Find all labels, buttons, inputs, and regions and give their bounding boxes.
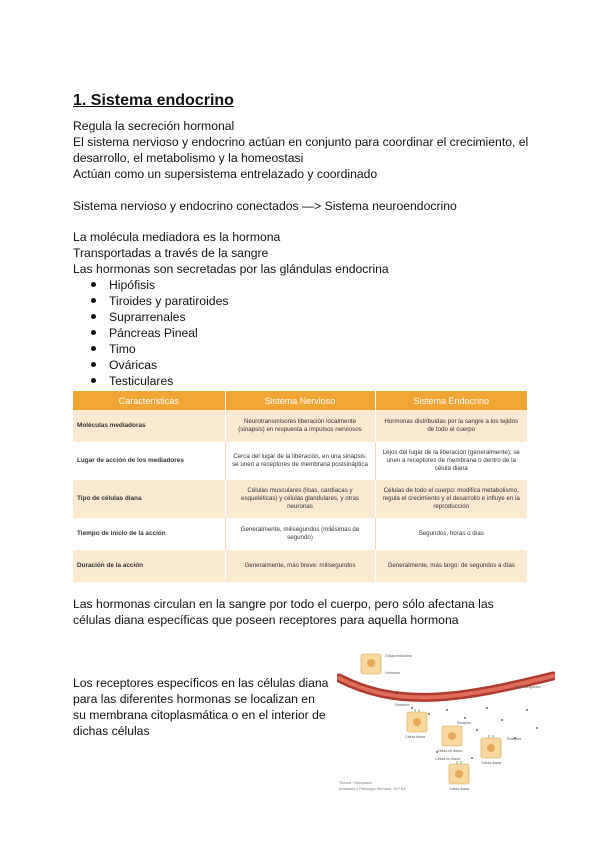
diagram-label: Receptor xyxy=(395,703,410,707)
fact-line-1: La molécula mediadora es la hormona xyxy=(73,230,281,244)
table-row xyxy=(73,410,527,442)
list-item: Páncreas Pineal xyxy=(73,325,228,341)
table-row xyxy=(73,480,527,518)
diagram-label: Célula endocrina xyxy=(385,654,412,658)
bullet-icon xyxy=(91,378,96,383)
table-cell: Cerca del lugar de la liberación, en una sinapsis; se unen a receptores de membrana postsináptica xyxy=(225,442,375,480)
table-row xyxy=(73,518,527,550)
comparison-table xyxy=(73,391,527,582)
diagram-label: Célula diana xyxy=(449,787,469,791)
diagram-label: Célula diana xyxy=(405,735,425,739)
row-label: Tiempo de inicio de la acción xyxy=(73,518,225,550)
diagram-label: Receptor xyxy=(457,721,472,725)
row-label: Duración de la acción xyxy=(73,550,225,582)
table-header-row xyxy=(73,391,527,410)
endocrine-nucleus xyxy=(367,659,375,667)
table-cell: Generalmente, más largo: de segundos a días xyxy=(375,550,527,582)
table-cell: Células de todo el cuerpo: modifica metabolismo, regula el crecimiento y el desarrollo e influye en la reproducción xyxy=(375,480,527,518)
intro-line-1: Regula la secreción hormonal xyxy=(73,119,235,133)
column-header: Características xyxy=(73,391,225,410)
intro-line-2: El sistema nervioso y endocrino actúan en conjunto para coordinar el crecimiento, el xyxy=(73,135,529,149)
diagram-label: Hormona xyxy=(385,671,400,675)
connection-line: Sistema nervioso y endocrino conectados —> Sistema neuroendocrino xyxy=(73,199,457,213)
list-item: Ováricas xyxy=(73,357,228,373)
list-item: Timo xyxy=(73,341,228,357)
bullet-icon xyxy=(91,298,96,303)
table-cell: Células musculares (lisas, cardíacas y esqueléticas) y células glandulares, y otras neuronas xyxy=(225,480,375,518)
list-item: Tiroides y paratiroides xyxy=(73,293,228,309)
receptor-line-4: dichas células xyxy=(73,724,150,738)
bullet-icon xyxy=(91,346,96,351)
fact-line-2: Transportadas a través de la sangre xyxy=(73,246,269,260)
hormone-target-cell-figure xyxy=(337,648,555,796)
list-item: Suprarrenales xyxy=(73,309,228,325)
gland-list xyxy=(73,277,228,389)
table-row xyxy=(73,442,527,480)
receptor-icon xyxy=(415,709,419,712)
row-label: Moléculas mediadoras xyxy=(73,410,225,442)
table-row xyxy=(73,550,527,582)
diagram-label: Célula diana xyxy=(481,761,501,765)
diagram-label: Receptor xyxy=(507,737,522,741)
list-item: Testiculares xyxy=(73,373,228,389)
receptor-line-2: para las diferentes hormonas se localizan en xyxy=(73,692,315,706)
bullet-icon xyxy=(91,362,96,367)
table-cell: Segundos, horas o días xyxy=(375,518,527,550)
figure-caption: Tortora · Derrickson xyxy=(339,781,373,785)
receptor-line-1: Los receptores específicos en las células diana xyxy=(73,676,329,690)
intro-line-4: Actúan como un supersistema entrelazado y coordinado xyxy=(73,167,378,181)
bullet-icon xyxy=(91,282,96,287)
diagram-label: Célula no diana xyxy=(437,749,462,753)
row-label: Lugar de acción de los mediadores xyxy=(73,442,225,480)
receptor-line-3: su membrana citoplasmática o en el interior de xyxy=(73,708,326,722)
bullet-icon xyxy=(91,330,96,335)
receptor-icon xyxy=(457,761,461,764)
page-title: 1. Sistema endocrino xyxy=(73,92,234,109)
table-cell: Generalmente, milisegundos (milésimas de segundo) xyxy=(225,518,375,550)
row-label: Tipo de células diana xyxy=(73,480,225,518)
table-cell: Generalmente, más breve: milisegundos xyxy=(225,550,375,582)
table-cell: Hormonas distribuidas por la sangre a los tejidos de todo el cuerpo xyxy=(375,410,527,442)
list-item: Hipófisis xyxy=(73,277,228,293)
figure-caption: Anatomía y Fisiología Humana. 13.ª Ed. xyxy=(339,787,407,791)
diagram-label: Célula no diana xyxy=(435,757,460,761)
table-cell: Neurotransmisores liberación localmente (sinapsis) en respuesta a impulsos nerviosos xyxy=(225,410,375,442)
figure-svg xyxy=(337,648,555,796)
table-cell: Lejos del lugar de la liberación (generalmente); se unen a receptores de membrana o dentro de la célula diana xyxy=(375,442,527,480)
diagram-label: Flujo sanguíneo xyxy=(515,685,541,689)
fact-line-3: Las hormonas son secretadas por las glándulas endocrina xyxy=(73,262,389,276)
intro-line-3: desarrollo, el metabolismo y la homeostasi xyxy=(73,151,304,165)
circulation-line-1: Las hormonas circulan en la sangre por todo el cuerpo, pero sólo afectana las xyxy=(73,597,494,611)
circulation-line-2: células diana específicas que poseen receptores para aquella hormona xyxy=(73,613,459,627)
column-header: Sistema Nervioso xyxy=(225,391,375,410)
column-header: Sistema Endocrino xyxy=(375,391,527,410)
receptor-icon xyxy=(489,735,493,738)
bullet-icon xyxy=(91,314,96,319)
